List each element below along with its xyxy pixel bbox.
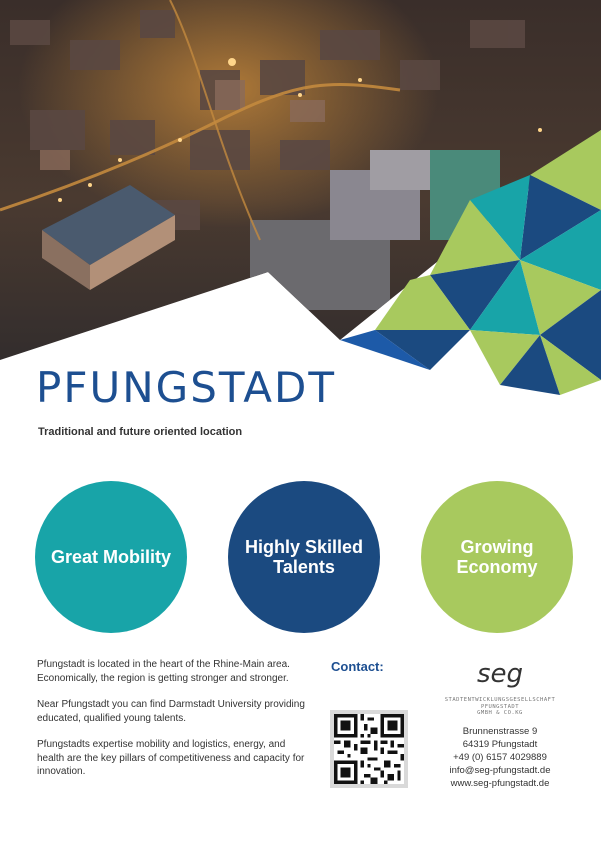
pillar-great-mobility	[35, 481, 187, 633]
paragraph: Near Pfungstadt you can find Darmstadt University providing educated, qualified young talents.	[37, 699, 305, 724]
hero-aerial-photo	[0, 0, 601, 400]
qr-code-icon	[334, 714, 404, 784]
pillar-label: Highly Skilled Talents	[244, 537, 364, 577]
contact-address	[430, 725, 570, 790]
page-subtitle: Traditional and future oriented location	[38, 426, 243, 438]
contact-heading: Contact:	[331, 659, 384, 674]
qr-code[interactable]	[330, 710, 408, 788]
contact-phone[interactable]: +49 (0) 6157 4029889	[453, 752, 547, 763]
pillar-label: Great Mobility	[50, 547, 171, 567]
pillar-label: Growing Economy	[456, 537, 538, 577]
contact-website[interactable]: www.seg-pfungstadt.de	[450, 778, 550, 789]
paragraph: Pfungstadt is located in the heart of the Rhine-Main area. Economically, the region is getting stronger and stronger.	[37, 659, 290, 684]
address-city: 64319 Pfungstadt	[462, 739, 538, 750]
pillar-growing-economy	[421, 481, 573, 633]
paragraph: Pfungstadts expertise mobility and logistics, energy, and health are the key pillars of competitiveness and capacity for innovation.	[37, 739, 305, 777]
hero-graphic	[0, 0, 601, 400]
pillar-highly-skilled-talents	[228, 481, 380, 633]
contact-email[interactable]: info@seg-pfungstadt.de	[449, 765, 551, 776]
description	[37, 658, 312, 792]
page-title: PFUNGSTADT	[36, 363, 336, 412]
address-street: Brunnenstrasse 9	[462, 726, 538, 737]
seg-logo-icon	[462, 658, 538, 688]
seg-logo	[462, 658, 538, 688]
svg-text:seg: seg	[476, 659, 524, 688]
company-name: STADTENTWICKLUNGSGESELLSCHAFT PFUNGSTADT GMBH & CO.KG	[444, 697, 556, 716]
